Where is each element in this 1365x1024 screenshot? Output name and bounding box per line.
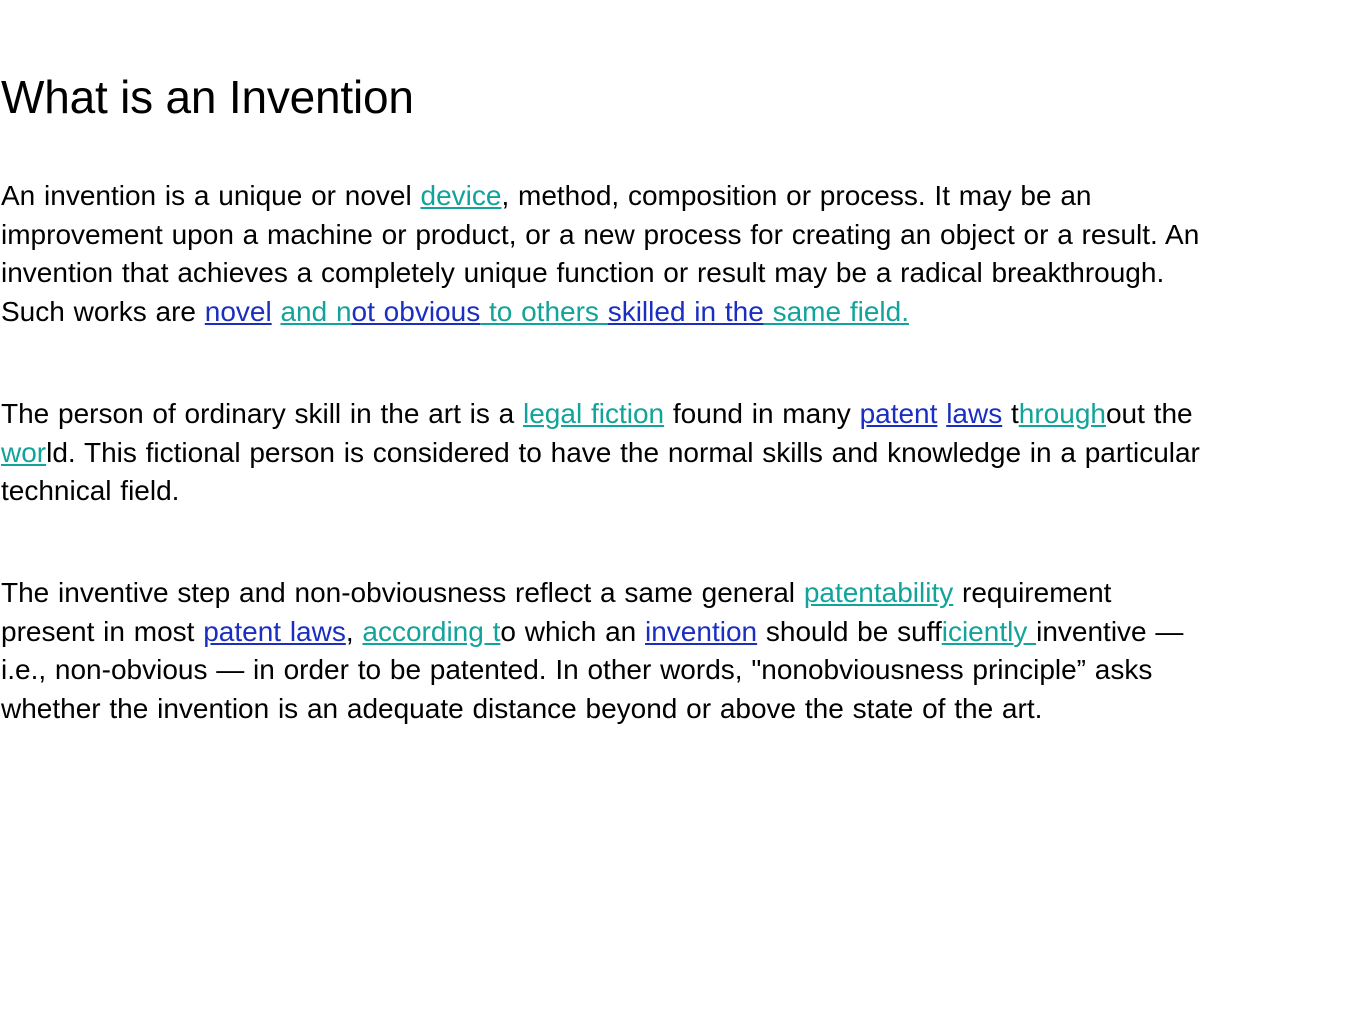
link-according-t[interactable]: according t	[362, 615, 501, 647]
line	[1, 574, 1363, 613]
text: ,	[345, 615, 363, 647]
link-iciently[interactable]: iciently	[941, 615, 1037, 647]
text: The inventive step and non-obviousness reflect a same general	[1, 577, 804, 608]
link-patentability[interactable]: patentability	[803, 577, 954, 608]
line	[1, 395, 1363, 434]
text: found in many	[664, 398, 860, 429]
link-laws[interactable]: laws	[946, 398, 1003, 429]
line: i.e., non-obvious — in order to be patented. In other words, "nonobviousness principle” asks	[1, 654, 1153, 685]
link-same-field[interactable]: same field.	[763, 295, 909, 327]
line	[1, 613, 1363, 652]
line: technical field.	[1, 475, 180, 506]
text: Such works are	[1, 295, 205, 327]
text: requirement	[953, 577, 1112, 608]
link-to-others[interactable]: to others	[480, 295, 608, 327]
line: whether the invention is an adequate distance beyond or above the state of the art.	[1, 692, 1043, 724]
text: should be suff	[757, 615, 942, 647]
link-invention[interactable]: invention	[645, 615, 758, 647]
slide-title: What is an Invention	[1, 71, 414, 123]
paragraph-invention-definition	[1, 177, 1363, 331]
paragraph-inventive-step	[1, 574, 1363, 728]
line	[1, 293, 1363, 332]
paragraph-person-of-ordinary-skill	[1, 395, 1363, 511]
link-patent-laws[interactable]: patent laws	[203, 615, 346, 647]
link-hrough[interactable]: hrough	[1018, 398, 1106, 429]
text: ld. This fictional person is considered to have the normal skills and knowledge in a particular	[46, 436, 1200, 468]
link-patent[interactable]: patent	[859, 398, 938, 429]
text: o which an	[500, 615, 646, 647]
text: , method, composition or process. It may be an	[501, 180, 1092, 211]
text: t	[1002, 398, 1019, 429]
line: improvement upon a machine or product, or a new process for creating an object or a result. An	[1, 218, 1200, 250]
link-novel[interactable]: novel	[204, 295, 272, 327]
text: An invention is a unique or novel	[1, 180, 421, 211]
line	[1, 177, 1363, 216]
link-ot-obvious[interactable]: ot obvious	[351, 295, 481, 327]
link-skilled-in-the[interactable]: skilled in the	[607, 295, 764, 327]
link-wor[interactable]: wor	[1, 436, 47, 468]
text: present in most	[1, 615, 204, 647]
line: invention that achieves a completely unique function or result may be a radical breakthrough.	[1, 257, 1165, 288]
link-device[interactable]: device	[420, 180, 502, 211]
link-and-n[interactable]: and n	[280, 295, 352, 327]
text: The person of ordinary skill in the art is a	[1, 398, 524, 429]
text: out the	[1105, 398, 1193, 429]
line	[1, 434, 1363, 473]
text: inventive —	[1036, 615, 1184, 647]
text	[937, 398, 946, 429]
link-legal-fiction[interactable]: legal fiction	[523, 398, 665, 429]
